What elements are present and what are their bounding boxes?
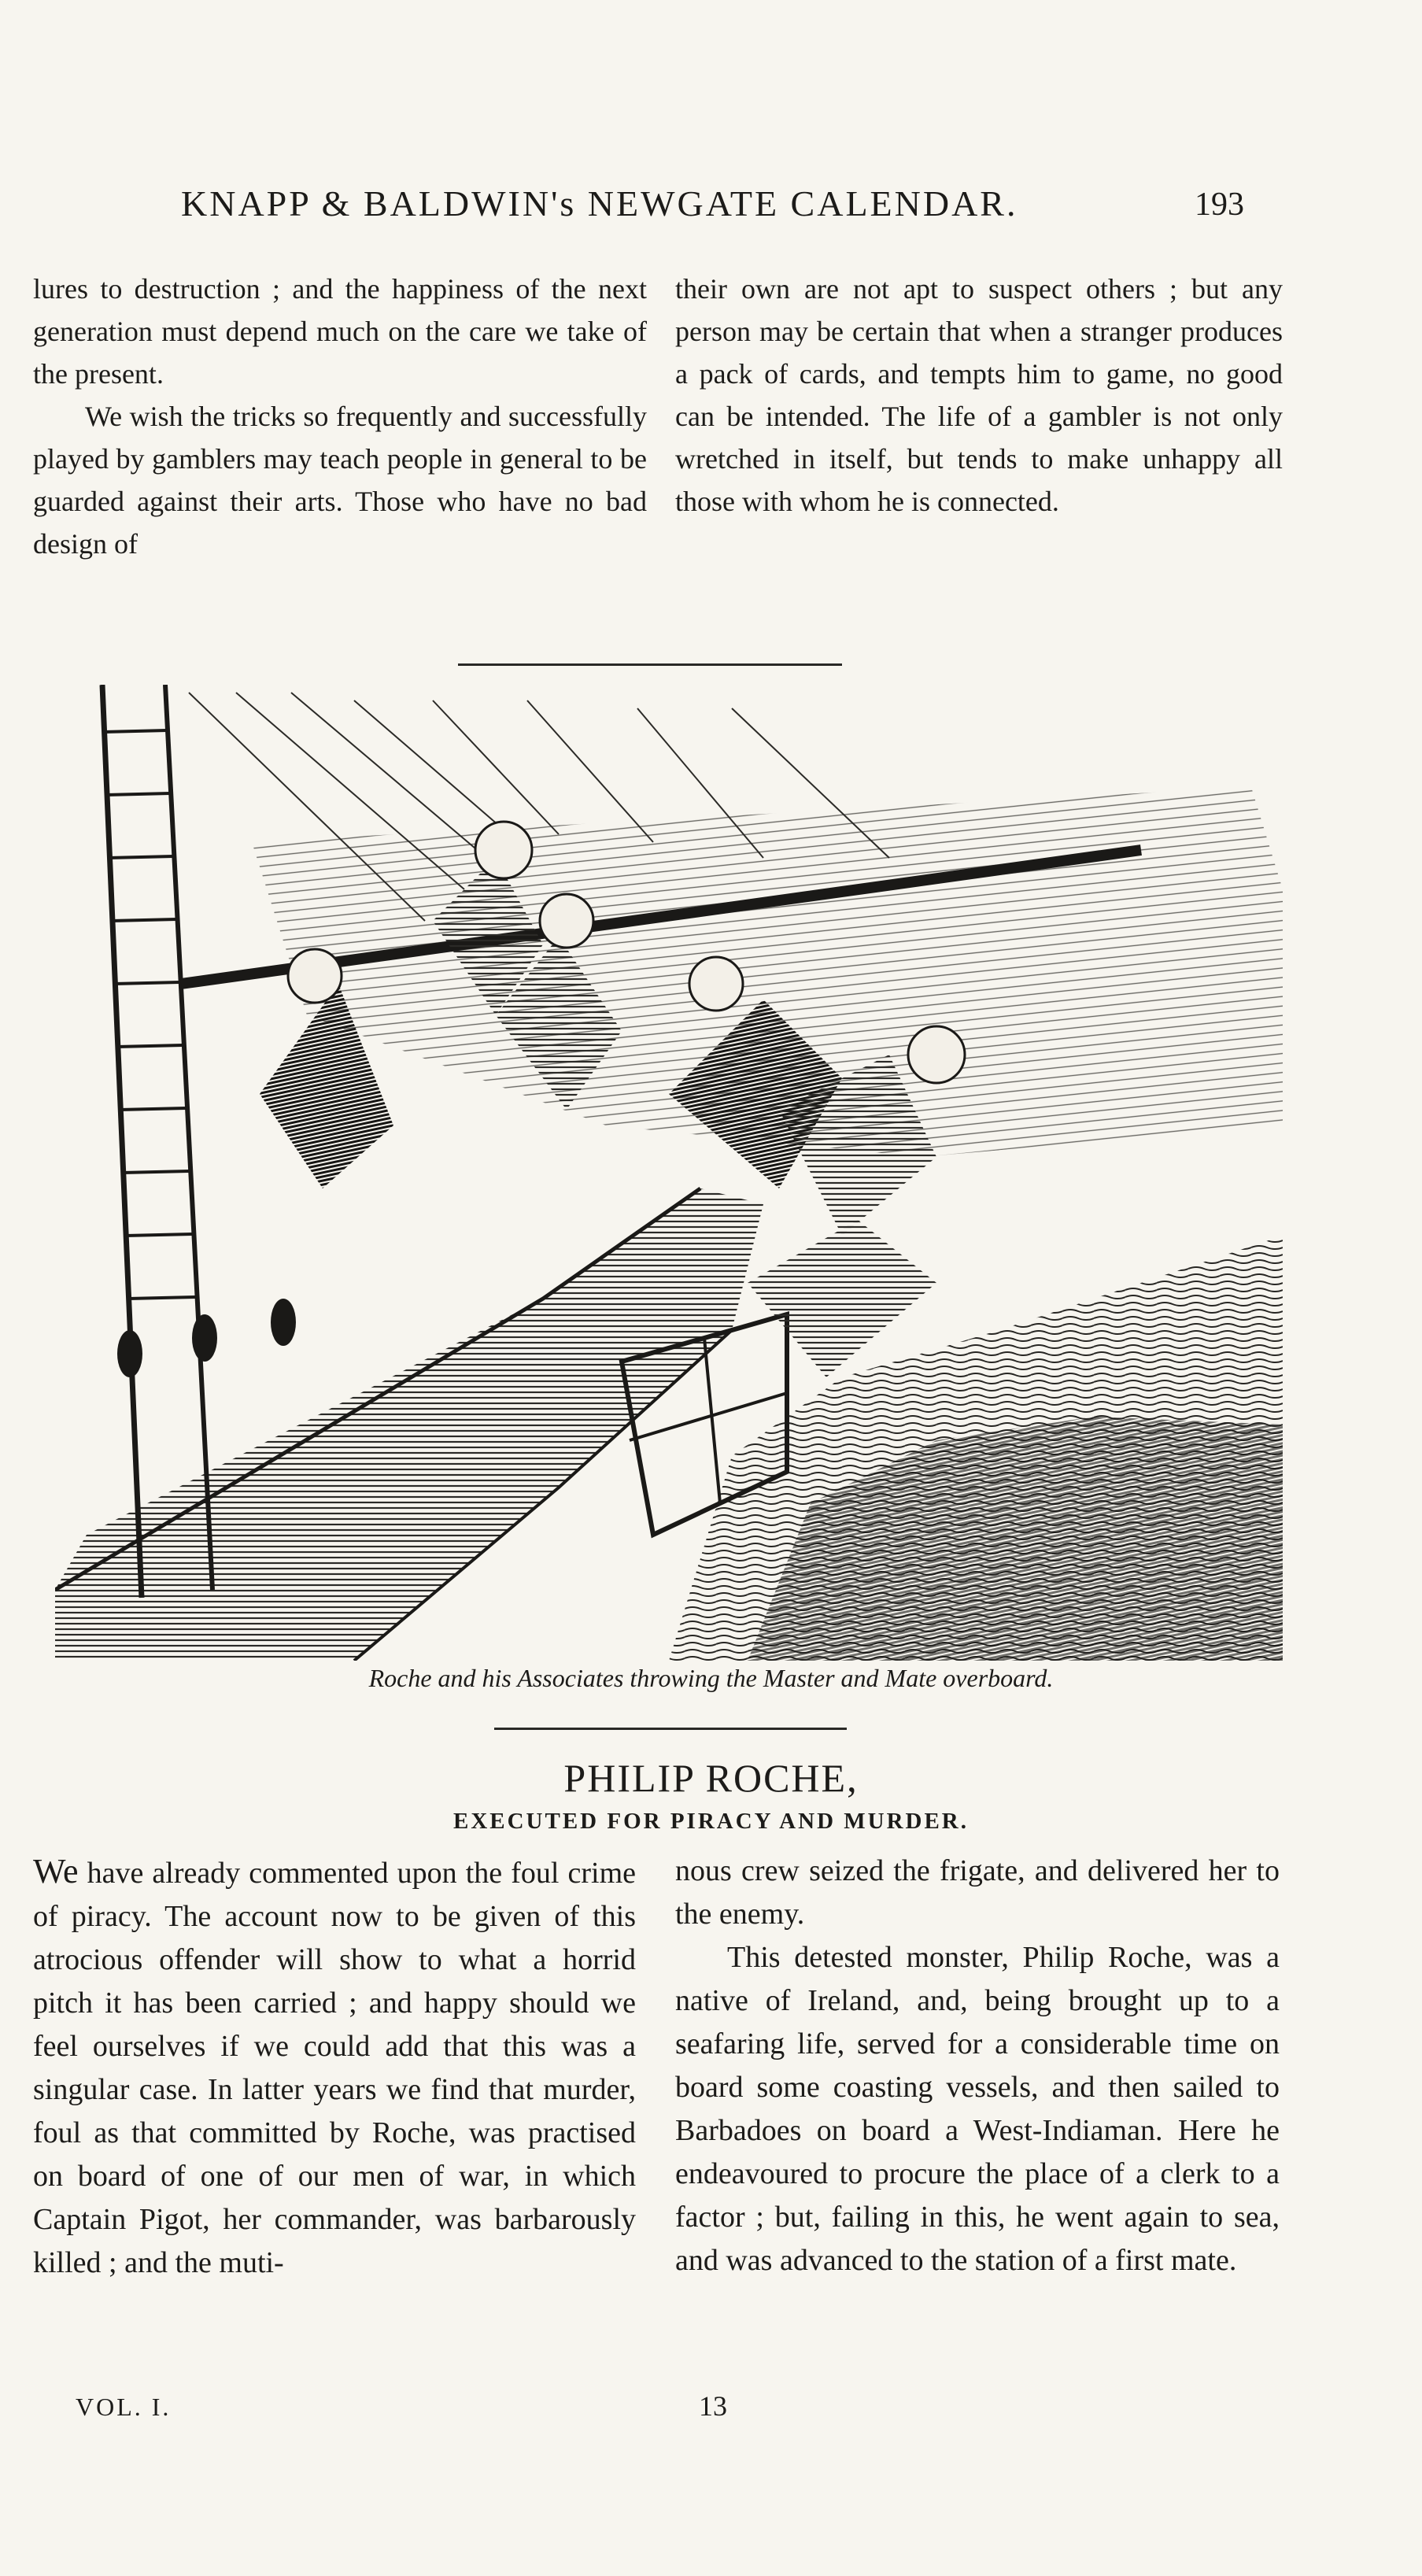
top-right-column xyxy=(675,268,1283,523)
signature-mark: 13 xyxy=(699,2390,727,2422)
top-left-column xyxy=(33,268,647,565)
article-left-column xyxy=(33,1850,636,2285)
running-title: KNAPP & BALDWIN's NEWGATE CALENDAR. xyxy=(181,183,1018,224)
paragraph: lures to destruction ; and the happiness of the next generation must depend much on the care we take of the present. xyxy=(33,273,647,390)
paragraph xyxy=(33,1850,636,2285)
drop-cap: We xyxy=(33,1852,79,1890)
paragraph: This detested monster, Philip Roche, was a native of Ireland, and, being brought up to a seafaring life, served for a considerable time on board some coasting vessels, and then sailed to Barbadoes on board a West-Indiaman. Here he endeavoured to procure the place of a clerk to a factor ; but, failing in this, he went again to sea, and was advanced to the station of a first mate. xyxy=(675,1941,1280,2277)
section-divider xyxy=(458,663,842,666)
illustration-caption: Roche and his Associates throwing the Master and Mate overboard. xyxy=(368,1664,1054,1692)
page-header xyxy=(0,183,1422,238)
paragraph: nous crew seized the frigate, and delivered her to the enemy. xyxy=(675,1854,1280,1931)
engraving-illustration xyxy=(55,685,1283,1661)
paragraph-text: have already commented upon the foul crime of piracy. The account now to be given of this atrocious offender will show to what a horrid pitch it has been carried ; and happy should we feel ourselves if we could add that this was a singular case. In latter years we find that murder, foul as that committed by Roche, was practised on board of one of our men of war, in which Captain Pigot, her commander, was barbarously killed ; and the muti- xyxy=(33,1857,636,2279)
paragraph: their own are not apt to suspect others ; but any person may be certain that when a stranger produces a pack of cards, and tempts him to game, no good can be intended. The life of a gambler is not only wretched in itself, but tends to make unhappy all those with whom he is connected. xyxy=(675,273,1283,517)
volume-label: VOL. I. xyxy=(76,2393,172,2421)
section-divider xyxy=(494,1728,847,1730)
article-subtitle: EXECUTED FOR PIRACY AND MURDER. xyxy=(452,1809,970,1834)
article-right-column xyxy=(675,1850,1280,2282)
article-title: PHILIP ROCHE, xyxy=(563,1756,859,1800)
page-number: 193 xyxy=(1195,187,1244,223)
paragraph: We wish the tricks so frequently and successfully played by gamblers may teach people in general to be guarded against their arts. Those who have no bad design of xyxy=(33,401,647,560)
